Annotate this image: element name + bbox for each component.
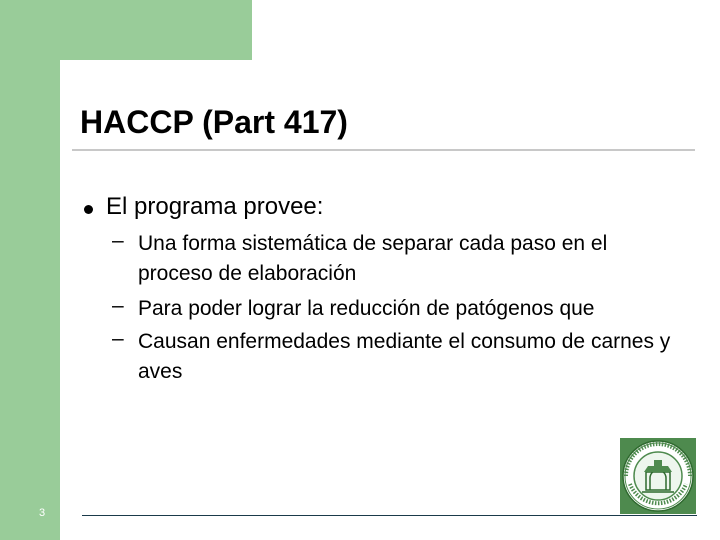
left-accent-bar [0,0,60,540]
sub-bullet-text: Una forma sistemática de separar cada paso en el proceso de elaboración [138,232,608,285]
slide-title: HACCP (Part 417) [80,104,348,140]
main-bullet: El programa provee: [106,193,324,220]
university-seal-icon [620,438,696,514]
bullet-dot-icon [84,205,93,214]
footer-divider [82,515,697,516]
sub-bullet-text: Para poder lograr la reducción de patógenos que [138,297,595,320]
sub-bullet-text: Causan enfermedades mediante el consumo de carnes y aves [138,330,671,383]
dash-marker: – [112,327,124,350]
top-accent-bar [0,0,252,60]
content-corner [60,60,100,100]
dash-marker: – [112,294,124,317]
page-number: 3 [39,507,46,519]
dash-marker: – [112,229,124,252]
title-divider [72,149,695,151]
